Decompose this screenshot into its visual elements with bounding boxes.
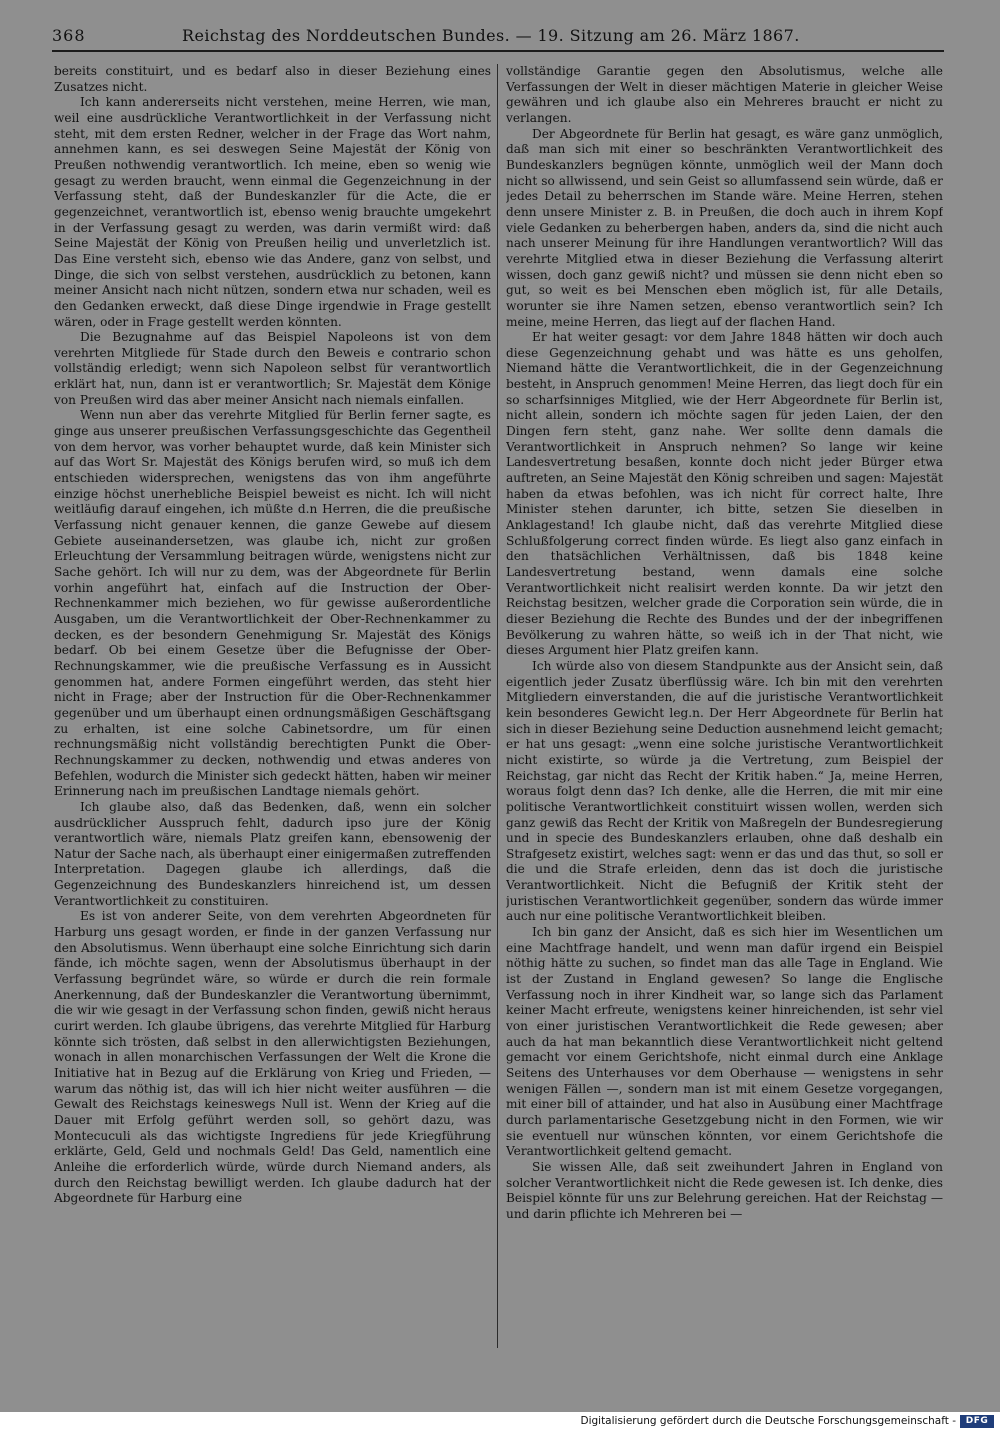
funding-credit: Digitalisierung gefördert durch die Deutsche Forschungsgemeinschaft -	[580, 1415, 956, 1427]
paragraph: Ich glaube also, daß das Bedenken, daß, wenn ein solcher ausdrücklicher Ausspruch fehlt, dadurch ipso jure der König verantwortlich wäre, niemals Platz greifen kann, ebensowenig der Natur der Sache nach, als überhaupt einer einigermaßen zutreffenden Interpretation. Dagegen glaube ich allerdings, daß die Gegenzeichnung des Bundeskanzlers hinreichend ist, um dessen Verantwortlichkeit zu constituiren.	[54, 799, 491, 908]
paragraph: Es ist von anderer Seite, von dem verehrten Abgeordneten für Harburg uns gesagt worden, er finde in der ganzen Verfassung nur den Absolutismus. Wenn überhaupt eine solche Einrichtung sich darin fände, ich möchte sagen, wenn der Absolutismus überhaupt in der Verfassung begründet wäre, so würde er durch die rein formale Anerkennung, daß der Bundeskanzler die Verantwortung übernimmt, die wir wie gesagt in der Verfassung schon finden, gewiß nicht heraus curirt werden. Ich glaube übrigens, das verehrte Mitglied für Harburg könnte sich trösten, daß selbst in den allerwichtigsten Beziehungen, wonach in allen monarchischen Verfassungen der Welt die Krone die Initiative hat in Bezug auf die Erklärung von Krieg und Frieden, — warum das nöthig ist, das will ich hier nicht weiter ausführen — die Gewalt des Reichstags keineswegs Null ist. Wenn der Krieg auf die Dauer mit Erfolg geführt werden soll, so gehört dazu, was Montecuculi als das wichtigste Ingrediens für jede Kriegführung erklärte, Geld, Geld und nochmals Geld! Das Geld, namentlich eine Anleihe die erforderlich würde, würde durch Niemand anders, als durch den Reichstag bewilligt werden. Ich glaube dadurch hat der Abgeordnete für Harburg eine	[54, 909, 491, 1206]
paragraph: Ich kann andererseits nicht verstehen, meine Herren, wie man, weil eine ausdrückliche Verantwortlichkeit in der Verfassung nicht steht, mit dem ersten Redner, welcher in der Frage das Wort nahm, annehmen kann, es sei deswegen Seine Majestät der König von Preußen nothwendig verantwortlich. Ich meine, eben so wenig wie gesagt zu werden braucht, wenn einmal die Gegenzeichnung in der Verfassung steht, daß der Bundeskanzler für die Acte, die er gegenzeichnet, verantwortlich ist, ebenso wenig brauchte umgekehrt in der Verfassung gesagt zu werden, was darin vermißt wird: daß Seine Majestät der König von Preußen heilig und unverletzlich ist. Das Eine versteht sich, ebenso wie das Andere, ganz von selbst, und Dinge, die sich von selbst verstehen, ausdrücklich zu betonen, kann meiner Ansicht nach nicht nützen, sondern etwa nur schaden, weil es den Gedanken erweckt, daß diese Dinge irgendwie in Frage gestellt wären, oder in Frage gestellt werden könnten.	[54, 95, 491, 329]
paragraph: bereits constituirt, und es bedarf also in dieser Beziehung eines Zusatzes nicht.	[54, 64, 491, 94]
text-column-left	[54, 64, 491, 1344]
paragraph: vollständige Garantie gegen den Absolutismus, welche alle Verfassungen der Welt in dieser mächtigen Materie in gleicher Weise gewähren und ich glaube also ein Mehreres braucht er nicht zu verlangen.	[506, 64, 943, 125]
page-footer	[0, 1412, 1000, 1432]
paragraph: Er hat weiter gesagt: vor dem Jahre 1848 hätten wir doch auch diese Gegenzeichnung gehabt und was hätte es uns geholfen, Niemand hätte die Verantwortlichkeit, die in der Gegenzeichnung besteht, in Anspruch genommen! Meine Herren, das liegt doch für ein so scharfsinniges Mitglied, wie der Herr Abgeordnete für Berlin ist, nicht allein, sondern ich möchte sagen für jeden Laien, der den Dingen fern steht, ganz nahe. Wer sollte denn damals die Verantwortlichkeit in Anspruch nehmen? So lange wir keine Landesvertretung besaßen, konnte doch nicht jeder Bürger etwa auftreten, an Seine Majestät den König schreiben und sagen: Majestät haben da etwas befohlen, was ich nicht für correct halte, Ihre Minister stehen darunter, ich bitte, setzen Sie dieselben in Anklagestand! Ich glaube nicht, daß das verehrte Mitglied diese Schlußfolgerung correct finden würde. Es liegt also ganz einfach in den thatsächlichen Verhältnissen, daß bis 1848 keine Landesvertretung bestand, wenn damals eine solche Verantwortlichkeit nicht realisirt werden konnte. Da wir jetzt den Reichstag besitzen, welcher grade die Corporation sein würde, die in dieser Beziehung die Rechte des Bundes und der der inbegriffenen Bevölkerung zu wahren hätte, so weiß ich in der That nicht, wie dieses Argument hier Platz greifen kann.	[506, 330, 943, 658]
page-header	[52, 24, 944, 52]
paragraph: Der Abgeordnete für Berlin hat gesagt, es wäre ganz unmöglich, daß man sich mit einer so beschränkten Verantwortlichkeit des Bundeskanzlers begnügen könnte, unmöglich weil der Mann doch nicht so allwissend, und sein Geist so allumfassend sein würde, daß er jedes Detail zu beherrschen im Stande wäre. Meine Herren, stehen denn unsere Minister z. B. in Preußen, die doch auch in ihrem Kopf viele Gedanken zu beherbergen haben, anders da, sind die nicht auch nach unserer Meinung für ihre Handlungen verantwortlich? Will das verehrte Mitglied etwa in dieser Beziehung die Verfassung alterirt wissen, doch ganz gewiß nicht? und müssen sie denn nicht eben so gut, so weit es bei Menschen eben möglich ist, für alle Details, worunter sie ihre Namen setzen, ebenso verantwortlich sein? Ich meine, meine Herren, das liegt auf der flachen Hand.	[506, 126, 943, 329]
paragraph: Die Bezugnahme auf das Beispiel Napoleons ist von dem verehrten Mitgliede für Stade durch den Beweis e contrario schon vollständig erledigt; wenn sich Napoleon selbst für verantwortlich erklärt hat, nun, dann ist er verantwortlich; Sr. Majestät dem Könige von Preußen wird das aber meiner Ansicht nach niemals einfallen.	[54, 330, 491, 407]
text-column-right	[506, 64, 943, 1344]
dfg-logo: DFG	[960, 1415, 994, 1428]
paragraph: Sie wissen Alle, daß seit zweihundert Jahren in England von solcher Verantwortlichkeit nicht die Rede gewesen ist. Ich denke, dies Beispiel könnte für uns zur Belehrung gereichen. Hat der Reichstag — und darin pflichte ich Mehreren bei —	[506, 1159, 943, 1221]
column-divider	[497, 64, 498, 1348]
paragraph: Ich bin ganz der Ansicht, daß es sich hier im Wesentlichen um eine Machtfrage handelt, und wenn man dafür irgend ein Beispiel nöthig hätte zu suchen, so findet man das alle Tage in England. Wie ist der Zustand in England gewesen? So lange die Englische Verfassung noch in ihrer Kindheit war, so lange sich das Parlament keiner Macht erfreute, wenigstens keiner hinreichenden, ist sehr viel von einer juristischen Verantwortlichkeit die Rede gewesen; aber auch da hat man bekanntlich diese Verantwortlichkeit nicht geltend gemacht vor einem Gerichtshofe, nicht einmal durch eine Anklage Seitens des Unterhauses vor dem Oberhause — wenigstens in sehr wenigen Fällen —, sondern man ist mit einem Gesetze vorgegangen, mit einer bill of attainder, und hat also in Ausübung einer Machtfrage durch parlamentarische Gesetzgebung nicht in den Formen, wie wir sie eventuell nur wünschen könnten, vor einem Gerichtshofe die Verantwortlichkeit geltend gemacht.	[506, 925, 943, 1159]
running-title: Reichstag des Norddeutschen Bundes. — 19. Sitzung am 26. März 1867.	[182, 26, 800, 45]
page-number: 368	[52, 26, 86, 45]
paragraph: Ich würde also von diesem Standpunkte aus der Ansicht sein, daß eigentlich jeder Zusatz überflüssig wäre. Ich bin mit den verehrten Mitgliedern einverstanden, die auf die juristische Verantwortlichkeit kein besonderes Gewicht leg.n. Der Herr Abgeordnete für Berlin hat sich in dieser Beziehung seine Deduction ausnehmend leicht gemacht; er hat uns gesagt: „wenn eine solche juristische Verantwortlichkeit nicht existirte, so würde ja die Vertretung, zum Beispiel der Reichstag, gar nicht das Recht der Kritik haben.“ Ja, meine Herren, woraus folgt denn das? Ich denke, alle die Herren, die mit mir eine politische Verantwortlichkeit constituirt wissen wollen, werden sich ganz gewiß das Recht der Kritik von Maßregeln der Bundesregierung und in specie des Bundeskanzlers erlauben, ohne daß deshalb ein Strafgesetz existirt, welches sagt: wenn er das und das thut, so soll er die und die Strafe erleiden, denn das ist doch die juristische Verantwortlichkeit. Nicht die Befugniß der Kritik steht der juristischen Verantwortlichkeit gegenüber, sondern das würde immer auch nur eine politische Verantwortlichkeit bleiben.	[506, 658, 943, 924]
paragraph: Wenn nun aber das verehrte Mitglied für Berlin ferner sagte, es ginge aus unserer preußischen Verfassungsgeschichte das Gegentheil von dem hervor, was vorher behauptet wurde, daß kein Minister sich auf das Wort Sr. Majestät des Königs berufen wird, so muß ich dem entschieden widersprechen, wenigstens das von ihm angeführte einzige höchst unerhebliche Beispiel beweist es nicht. Ich will nicht weitläufig darauf eingehen, ich müßte d.n Herren, die die preußische Verfassung nicht genauer kennen, die ganze Gewebe auf diesem Gebiete auseinandersetzen, was glaube ich, nicht zur großen Erleuchtung der Versammlung beitragen würde, wenigstens nicht zur Sache gehört. Ich will nur zu dem, was der Abgeordnete für Berlin vorhin angeführt hat, einfach auf die Instruction der Ober-Rechnenkammer mich beziehen, wo für gewisse außerordentliche Ausgaben, um die Verantwortlichkeit der Ober-Rechnenkammer zu decken, es der besondern Genehmigung Sr. Majestät des Königs bedarf. Ob bei einem Gesetze über die Befugnisse der Ober-Rechnungskammer, wie die preußische Verfassung es in Aussicht genommen hat, andere Formen eingeführt werden, das steht hier nicht in Frage; aber der Instruction für die Ober-Rechnenkammer gegenüber und um überhaupt einen ordnungsmäßigen Geschäftsgang zu erhalten, ist eine solche Cabinetsordre, um für einen rechnungsmäßig nicht vollständig berechtigten Punkt die Ober-Rechnungskammer zu decken, nothwendig und etwas anderes von Befehlen, wodurch die Minister sich gedeckt hätten, haben wir meiner Erinnerung nach im preußischen Landtage niemals gehört.	[54, 408, 491, 799]
